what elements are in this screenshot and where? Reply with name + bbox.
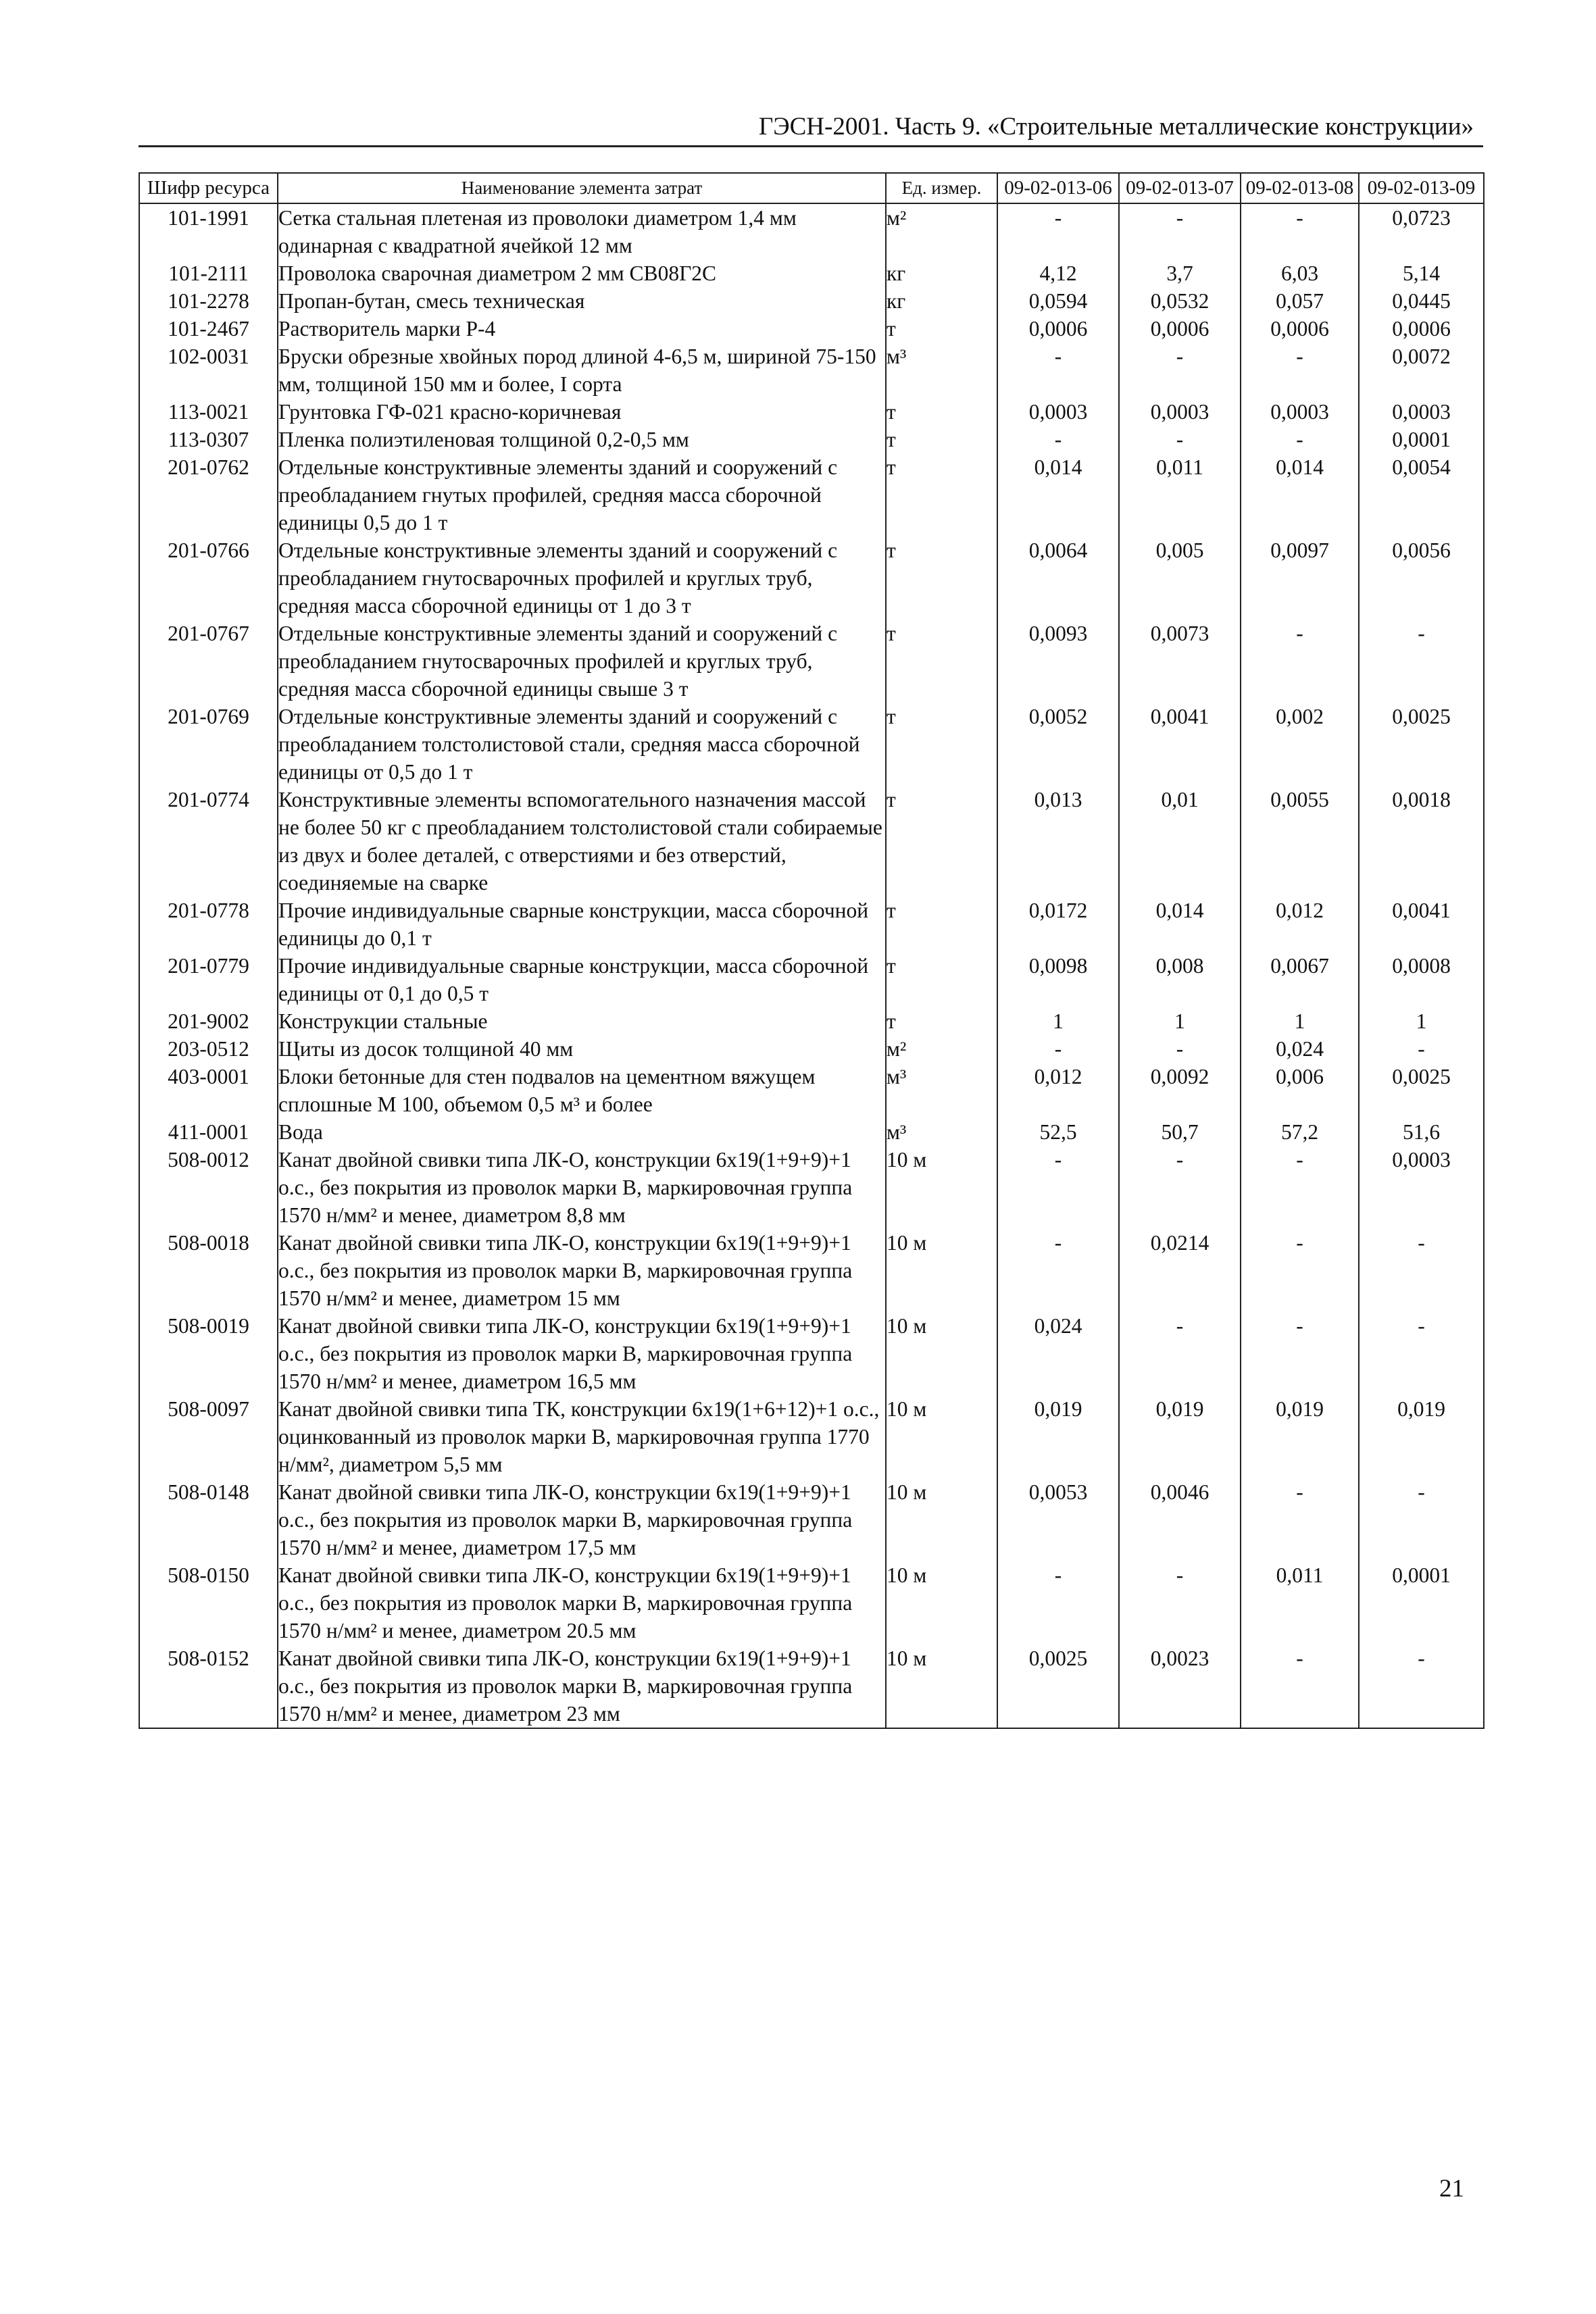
value-09-02-013-06: 1 [997, 1007, 1119, 1035]
value-09-02-013-07: 0,014 [1119, 897, 1241, 952]
unit-of-measure: т [886, 897, 997, 952]
value-09-02-013-07: 0,0532 [1119, 287, 1241, 315]
unit-of-measure: 10 м [886, 1478, 997, 1561]
value-09-02-013-09: 0,0445 [1359, 287, 1484, 315]
value-09-02-013-09: 5,14 [1359, 259, 1484, 287]
value-09-02-013-09: 0,0056 [1359, 536, 1484, 620]
unit-of-measure: т [886, 398, 997, 426]
value-09-02-013-06: 0,0093 [997, 620, 1119, 703]
value-09-02-013-08: 0,019 [1241, 1395, 1359, 1478]
table-row [139, 786, 1484, 897]
value-09-02-013-06: - [997, 1146, 1119, 1229]
value-09-02-013-06: 0,014 [997, 453, 1119, 536]
value-09-02-013-09: 0,0001 [1359, 1561, 1484, 1644]
unit-of-measure: кг [886, 259, 997, 287]
resource-code: 101-2467 [139, 315, 278, 343]
table-row [139, 1035, 1484, 1063]
table-row [139, 315, 1484, 343]
resource-name: Сетка стальная плетеная из проволоки диаметром 1,4 мм одинарная с квадратной ячейкой 12 мм [278, 203, 886, 259]
col-header-unit: Ед. измер. [886, 173, 997, 203]
resource-code: 201-0769 [139, 703, 278, 786]
value-09-02-013-09: 0,0041 [1359, 897, 1484, 952]
value-09-02-013-08: 0,0006 [1241, 315, 1359, 343]
table-row [139, 343, 1484, 398]
value-09-02-013-06: - [997, 1229, 1119, 1312]
value-09-02-013-08: 0,024 [1241, 1035, 1359, 1063]
table-row [139, 703, 1484, 786]
value-09-02-013-06: 0,0098 [997, 952, 1119, 1007]
value-09-02-013-07: - [1119, 426, 1241, 453]
value-09-02-013-08: - [1241, 203, 1359, 259]
page-header [139, 108, 1483, 147]
resource-name: Бруски обрезные хвойных пород длиной 4-6,5 м, шириной 75-150 мм, толщиной 150 мм и более, I сорта [278, 343, 886, 398]
resource-name: Пленка полиэтиленовая толщиной 0,2-0,5 мм [278, 426, 886, 453]
resource-name: Конструкции стальные [278, 1007, 886, 1035]
value-09-02-013-08: - [1241, 1229, 1359, 1312]
table-row [139, 1478, 1484, 1561]
value-09-02-013-06: 0,013 [997, 786, 1119, 897]
page-number: 21 [1439, 2175, 1464, 2203]
unit-of-measure: кг [886, 287, 997, 315]
value-09-02-013-07: - [1119, 1035, 1241, 1063]
col-header-09-02-013-06: 09-02-013-06 [997, 173, 1119, 203]
unit-of-measure: м² [886, 1035, 997, 1063]
resource-code: 101-1991 [139, 203, 278, 259]
value-09-02-013-08: - [1241, 1644, 1359, 1728]
value-09-02-013-08: - [1241, 1312, 1359, 1395]
resource-name: Растворитель марки Р-4 [278, 315, 886, 343]
value-09-02-013-09: 1 [1359, 1007, 1484, 1035]
value-09-02-013-08: 6,03 [1241, 259, 1359, 287]
table-row [139, 426, 1484, 453]
table-row [139, 1644, 1484, 1728]
value-09-02-013-07: - [1119, 1561, 1241, 1644]
value-09-02-013-07: 0,005 [1119, 536, 1241, 620]
table-row [139, 259, 1484, 287]
value-09-02-013-07: 0,019 [1119, 1395, 1241, 1478]
value-09-02-013-07: - [1119, 203, 1241, 259]
value-09-02-013-07: 0,0006 [1119, 315, 1241, 343]
value-09-02-013-07: 0,01 [1119, 786, 1241, 897]
unit-of-measure: 10 м [886, 1229, 997, 1312]
value-09-02-013-08: - [1241, 343, 1359, 398]
resource-code: 113-0307 [139, 426, 278, 453]
value-09-02-013-06: 0,0003 [997, 398, 1119, 426]
table-row [139, 203, 1484, 259]
unit-of-measure: т [886, 786, 997, 897]
value-09-02-013-08: 0,002 [1241, 703, 1359, 786]
value-09-02-013-08: 0,0097 [1241, 536, 1359, 620]
value-09-02-013-08: 0,057 [1241, 287, 1359, 315]
unit-of-measure: м³ [886, 1063, 997, 1118]
unit-of-measure: т [886, 315, 997, 343]
resource-code: 508-0012 [139, 1146, 278, 1229]
table-row [139, 453, 1484, 536]
value-09-02-013-06: 0,012 [997, 1063, 1119, 1118]
resource-name: Щиты из досок толщиной 40 мм [278, 1035, 886, 1063]
col-header-name: Наименование элемента затрат [278, 173, 886, 203]
resource-name: Канат двойной свивки типа ЛК-О, конструкции 6х19(1+9+9)+1 о.с., без покрытия из проволок марки В, маркировочная группа 1570 н/мм² и менее, диаметром 16,5 мм [278, 1312, 886, 1395]
resource-code: 508-0150 [139, 1561, 278, 1644]
table-row [139, 1312, 1484, 1395]
resource-code: 101-2278 [139, 287, 278, 315]
value-09-02-013-09: 0,0025 [1359, 703, 1484, 786]
value-09-02-013-06: 52,5 [997, 1118, 1119, 1146]
value-09-02-013-07: 0,0046 [1119, 1478, 1241, 1561]
resource-name: Канат двойной свивки типа ТК, конструкции 6х19(1+6+12)+1 о.с., оцинкованный из проволок марки В, маркировочная группа 1770 н/мм², диаметром 5,5 мм [278, 1395, 886, 1478]
resource-code: 201-0778 [139, 897, 278, 952]
resource-name: Канат двойной свивки типа ЛК-О, конструкции 6х19(1+9+9)+1 о.с., без покрытия из проволок марки В, маркировочная группа 1570 н/мм² и менее, диаметром 23 мм [278, 1644, 886, 1728]
resource-name: Канат двойной свивки типа ЛК-О, конструкции 6х19(1+9+9)+1 о.с., без покрытия из проволок марки В, маркировочная группа 1570 н/мм² и менее, диаметром 8,8 мм [278, 1146, 886, 1229]
value-09-02-013-06: - [997, 426, 1119, 453]
col-header-09-02-013-08: 09-02-013-08 [1241, 173, 1359, 203]
unit-of-measure: 10 м [886, 1644, 997, 1728]
table-row [139, 1063, 1484, 1118]
value-09-02-013-08: - [1241, 620, 1359, 703]
value-09-02-013-06: 0,0064 [997, 536, 1119, 620]
resource-name: Проволока сварочная диаметром 2 мм СВ08Г2С [278, 259, 886, 287]
value-09-02-013-07: - [1119, 1146, 1241, 1229]
table-row [139, 952, 1484, 1007]
table-row [139, 1007, 1484, 1035]
value-09-02-013-09: 0,0003 [1359, 1146, 1484, 1229]
value-09-02-013-07: 0,011 [1119, 453, 1241, 536]
unit-of-measure: 10 м [886, 1146, 997, 1229]
value-09-02-013-06: - [997, 1035, 1119, 1063]
value-09-02-013-08: 0,011 [1241, 1561, 1359, 1644]
resource-code: 403-0001 [139, 1063, 278, 1118]
resource-code: 201-0779 [139, 952, 278, 1007]
unit-of-measure: т [886, 1007, 997, 1035]
value-09-02-013-06: 0,0172 [997, 897, 1119, 952]
header-title: ГЭСН-2001. Часть 9. «Строительные металлические конструкции» [758, 113, 1474, 141]
value-09-02-013-09: 0,0001 [1359, 426, 1484, 453]
value-09-02-013-07: - [1119, 1312, 1241, 1395]
table-row [139, 1395, 1484, 1478]
unit-of-measure: 10 м [886, 1395, 997, 1478]
value-09-02-013-09: 0,0054 [1359, 453, 1484, 536]
value-09-02-013-08: - [1241, 1146, 1359, 1229]
value-09-02-013-07: 0,0023 [1119, 1644, 1241, 1728]
value-09-02-013-06: 4,12 [997, 259, 1119, 287]
resource-name: Блоки бетонные для стен подвалов на цементном вяжущем сплошные М 100, объемом 0,5 м³ и более [278, 1063, 886, 1118]
value-09-02-013-07: - [1119, 343, 1241, 398]
resource-table [139, 172, 1485, 1729]
resource-code: 113-0021 [139, 398, 278, 426]
value-09-02-013-06: 0,0006 [997, 315, 1119, 343]
table-row [139, 1146, 1484, 1229]
unit-of-measure: 10 м [886, 1561, 997, 1644]
resource-code: 508-0148 [139, 1478, 278, 1561]
unit-of-measure: т [886, 426, 997, 453]
value-09-02-013-09: - [1359, 1478, 1484, 1561]
value-09-02-013-07: 50,7 [1119, 1118, 1241, 1146]
table-row [139, 897, 1484, 952]
resource-name: Канат двойной свивки типа ЛК-О, конструкции 6х19(1+9+9)+1 о.с., без покрытия из проволок марки В, маркировочная группа 1570 н/мм² и менее, диаметром 17,5 мм [278, 1478, 886, 1561]
table-row [139, 1561, 1484, 1644]
resource-name: Отдельные конструктивные элементы зданий и сооружений с преобладанием толстолистовой стали, средняя масса сборочной единицы от 0,5 до 1 т [278, 703, 886, 786]
resource-code: 201-0762 [139, 453, 278, 536]
value-09-02-013-07: 0,0073 [1119, 620, 1241, 703]
value-09-02-013-09: 0,0008 [1359, 952, 1484, 1007]
unit-of-measure: т [886, 536, 997, 620]
resource-name: Конструктивные элементы вспомогательного назначения массой не более 50 кг с преобладанием толстолистовой стали собираемые из двух и более деталей, с отверстиями и без отверстий, соединяемые на сварке [278, 786, 886, 897]
value-09-02-013-06: 0,019 [997, 1395, 1119, 1478]
value-09-02-013-07: 3,7 [1119, 259, 1241, 287]
unit-of-measure: т [886, 703, 997, 786]
value-09-02-013-07: 0,0003 [1119, 398, 1241, 426]
value-09-02-013-07: 0,0041 [1119, 703, 1241, 786]
table-row [139, 398, 1484, 426]
value-09-02-013-07: 0,0092 [1119, 1063, 1241, 1118]
resource-name: Вода [278, 1118, 886, 1146]
value-09-02-013-08: 0,0067 [1241, 952, 1359, 1007]
value-09-02-013-08: 57,2 [1241, 1118, 1359, 1146]
value-09-02-013-08: - [1241, 1478, 1359, 1561]
resource-name: Отдельные конструктивные элементы зданий и сооружений с преобладанием гнутых профилей, средняя масса сборочной единицы 0,5 до 1 т [278, 453, 886, 536]
value-09-02-013-06: - [997, 343, 1119, 398]
value-09-02-013-09: - [1359, 1229, 1484, 1312]
unit-of-measure: т [886, 453, 997, 536]
unit-of-measure: 10 м [886, 1312, 997, 1395]
resource-name: Пропан-бутан, смесь техническая [278, 287, 886, 315]
resource-code: 101-2111 [139, 259, 278, 287]
resource-code: 508-0152 [139, 1644, 278, 1728]
value-09-02-013-09: 0,0072 [1359, 343, 1484, 398]
table-row [139, 620, 1484, 703]
value-09-02-013-08: - [1241, 426, 1359, 453]
value-09-02-013-09: 0,019 [1359, 1395, 1484, 1478]
resource-name: Канат двойной свивки типа ЛК-О, конструкции 6х19(1+9+9)+1 о.с., без покрытия из проволок марки В, маркировочная группа 1570 н/мм² и менее, диаметром 15 мм [278, 1229, 886, 1312]
value-09-02-013-06: 0,0053 [997, 1478, 1119, 1561]
table-row [139, 536, 1484, 620]
value-09-02-013-06: 0,024 [997, 1312, 1119, 1395]
resource-code: 201-0767 [139, 620, 278, 703]
resource-name: Прочие индивидуальные сварные конструкции, масса сборочной единицы от 0,1 до 0,5 т [278, 952, 886, 1007]
value-09-02-013-08: 0,0003 [1241, 398, 1359, 426]
value-09-02-013-08: 0,014 [1241, 453, 1359, 536]
value-09-02-013-06: 0,0025 [997, 1644, 1119, 1728]
unit-of-measure: т [886, 620, 997, 703]
resource-name: Прочие индивидуальные сварные конструкции, масса сборочной единицы до 0,1 т [278, 897, 886, 952]
value-09-02-013-09: - [1359, 1035, 1484, 1063]
value-09-02-013-07: 0,0214 [1119, 1229, 1241, 1312]
resource-code: 508-0019 [139, 1312, 278, 1395]
table-row [139, 287, 1484, 315]
resource-name: Отдельные конструктивные элементы зданий и сооружений с преобладанием гнутосварочных профилей и круглых труб, средняя масса сборочной единицы от 1 до 3 т [278, 536, 886, 620]
resource-name: Канат двойной свивки типа ЛК-О, конструкции 6х19(1+9+9)+1 о.с., без покрытия из проволок марки В, маркировочная группа 1570 н/мм² и менее, диаметром 20.5 мм [278, 1561, 886, 1644]
resource-code: 203-0512 [139, 1035, 278, 1063]
value-09-02-013-07: 1 [1119, 1007, 1241, 1035]
value-09-02-013-06: 0,0594 [997, 287, 1119, 315]
col-header-code: Шифр ресурса [139, 173, 278, 203]
resource-code: 508-0097 [139, 1395, 278, 1478]
unit-of-measure: м³ [886, 343, 997, 398]
unit-of-measure: т [886, 952, 997, 1007]
table-row [139, 1229, 1484, 1312]
value-09-02-013-09: 0,0723 [1359, 203, 1484, 259]
resource-code: 201-0774 [139, 786, 278, 897]
col-header-09-02-013-09: 09-02-013-09 [1359, 173, 1484, 203]
value-09-02-013-07: 0,008 [1119, 952, 1241, 1007]
table-body [139, 203, 1484, 1728]
table-row [139, 1118, 1484, 1146]
col-header-09-02-013-07: 09-02-013-07 [1119, 173, 1241, 203]
resource-code: 411-0001 [139, 1118, 278, 1146]
resource-code: 201-9002 [139, 1007, 278, 1035]
value-09-02-013-06: - [997, 203, 1119, 259]
resource-code: 508-0018 [139, 1229, 278, 1312]
value-09-02-013-09: 0,0003 [1359, 398, 1484, 426]
resource-name: Грунтовка ГФ-021 красно-коричневая [278, 398, 886, 426]
table-header-row [139, 173, 1484, 203]
value-09-02-013-09: - [1359, 1644, 1484, 1728]
resource-code: 102-0031 [139, 343, 278, 398]
value-09-02-013-06: 0,0052 [997, 703, 1119, 786]
value-09-02-013-08: 0,012 [1241, 897, 1359, 952]
resource-code: 201-0766 [139, 536, 278, 620]
value-09-02-013-08: 0,0055 [1241, 786, 1359, 897]
value-09-02-013-08: 1 [1241, 1007, 1359, 1035]
value-09-02-013-09: 0,0018 [1359, 786, 1484, 897]
value-09-02-013-09: - [1359, 620, 1484, 703]
resource-name: Отдельные конструктивные элементы зданий и сооружений с преобладанием гнутосварочных профилей и круглых труб, средняя масса сборочной единицы свыше 3 т [278, 620, 886, 703]
value-09-02-013-08: 0,006 [1241, 1063, 1359, 1118]
value-09-02-013-09: 0,0025 [1359, 1063, 1484, 1118]
value-09-02-013-09: - [1359, 1312, 1484, 1395]
value-09-02-013-06: - [997, 1561, 1119, 1644]
unit-of-measure: м³ [886, 1118, 997, 1146]
value-09-02-013-09: 0,0006 [1359, 315, 1484, 343]
unit-of-measure: м² [886, 203, 997, 259]
value-09-02-013-09: 51,6 [1359, 1118, 1484, 1146]
